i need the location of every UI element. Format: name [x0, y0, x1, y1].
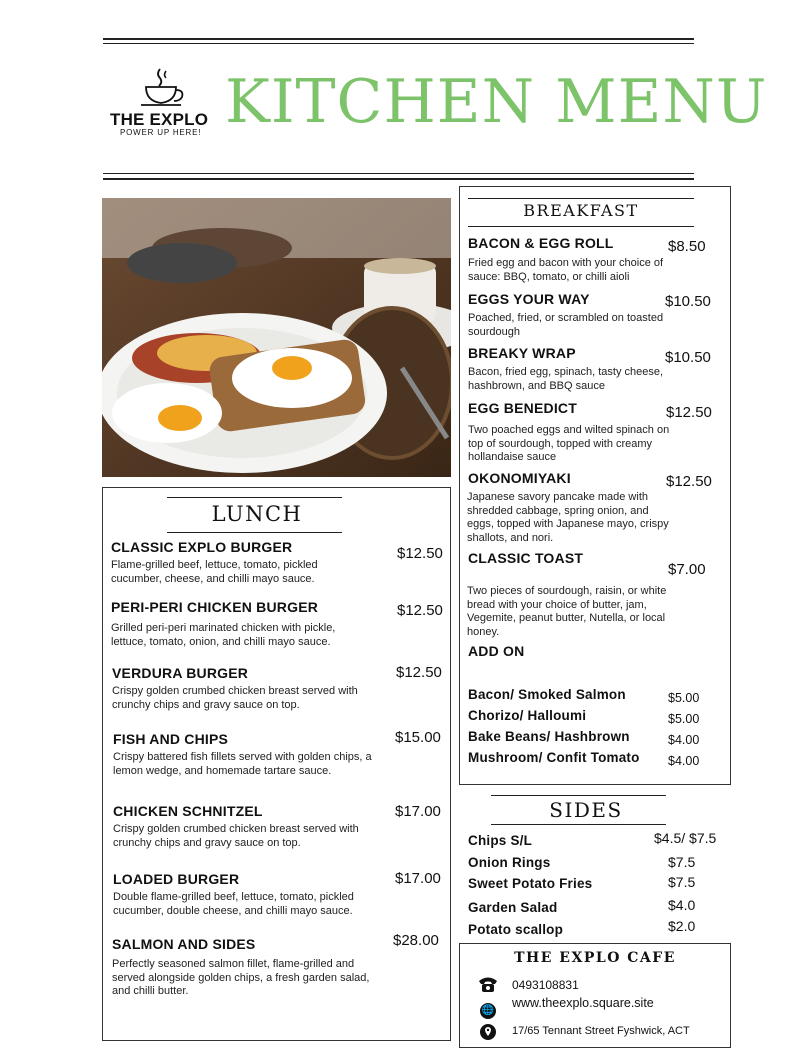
- lunch-item-price: $12.50: [397, 545, 443, 562]
- addon-item-price: $5.00: [668, 712, 700, 726]
- sides-item-price: $4.0: [668, 897, 696, 913]
- breakfast-item-price: $7.00: [668, 561, 706, 578]
- lunch-item-price: $17.00: [395, 870, 441, 887]
- location-pin-icon: [480, 1024, 496, 1040]
- sides-item-price: $7.5: [668, 854, 696, 870]
- header-bottom-rule-1: [103, 173, 694, 174]
- logo-tagline: POWER UP HERE!: [120, 128, 202, 137]
- addon-item-name: Chorizo/ Halloumi: [468, 708, 587, 723]
- breakfast-rule-bottom: [468, 226, 694, 227]
- cafe-phone[interactable]: 0493108831: [512, 978, 579, 992]
- breakfast-item-desc: Bacon, fried egg, spinach, tasty cheese, hashbrown, and BBQ sauce: [468, 366, 664, 392]
- lunch-item-price: $12.50: [396, 664, 442, 681]
- addon-heading: ADD ON: [468, 643, 525, 659]
- lunch-item-name: FISH AND CHIPS: [113, 731, 229, 747]
- sides-item-price: $7.5: [668, 874, 696, 890]
- lunch-item-desc: Perfectly seasoned salmon fillet, flame-grilled and served alongside golden chips, a fresh garden salad, and chilli butter.: [112, 958, 370, 997]
- addon-item-name: Bacon/ Smoked Salmon: [468, 687, 626, 702]
- lunch-item-desc: Flame-grilled beef, lettuce, tomato, pickled cucumber, cheese, and chilli mayo sauce.: [111, 559, 318, 585]
- lunch-item-desc: Crispy golden crumbed chicken breast served with crunchy chips and gravy sauce on top.: [112, 685, 358, 711]
- lunch-rule-bottom: [167, 532, 342, 533]
- sides-item-name: Chips S/L: [468, 833, 533, 848]
- breakfast-rule-top: [468, 198, 694, 199]
- phone-icon: [477, 975, 499, 993]
- addon-item-price: $4.00: [668, 733, 700, 747]
- breakfast-item-price: $12.50: [666, 404, 712, 421]
- lunch-item-name: PERI-PERI CHICKEN BURGER: [111, 599, 319, 615]
- cafe-heading: THE EXPLO CAFE: [514, 950, 676, 966]
- lunch-item-price: $15.00: [395, 729, 441, 746]
- lunch-item-price: $12.50: [397, 602, 443, 619]
- breakfast-item-desc: Two pieces of sourdough, raisin, or white bread with your choice of butter, jam, Vegemite, peanut butter, Nutella, or local honey.: [467, 585, 667, 638]
- globe-icon: 🌐: [480, 1003, 496, 1019]
- sides-item-price: $4.5/ $7.5: [654, 830, 717, 846]
- breakfast-item-name: EGGS YOUR WAY: [468, 291, 590, 307]
- breakfast-item-name: BACON & EGG ROLL: [468, 235, 614, 251]
- breakfast-item-desc: Japanese savory pancake made with shredded cabbage, spring onion, and eggs, topped with Japanese mayo, crispy shallots, and nori.: [467, 491, 669, 544]
- sides-item-name: Potato scallop: [468, 922, 564, 937]
- lunch-item-price: $17.00: [395, 803, 441, 820]
- sides-item-name: Onion Rings: [468, 855, 551, 870]
- addon-item-price: $5.00: [668, 691, 700, 705]
- sides-rule-top: [491, 795, 666, 796]
- lunch-item-name: SALMON AND SIDES: [112, 936, 256, 952]
- lunch-item-name: VERDURA BURGER: [112, 665, 249, 681]
- addon-item-name: Bake Beans/ Hashbrown: [468, 729, 630, 744]
- breakfast-item-name: CLASSIC TOAST: [468, 550, 584, 566]
- addon-item-price: $4.00: [668, 754, 700, 768]
- sides-heading: SIDES: [549, 798, 623, 822]
- header-top-rule-1: [103, 38, 694, 40]
- breakfast-item-name: BREAKY WRAP: [468, 345, 576, 361]
- coffee-cup-icon: [138, 67, 188, 111]
- sides-item-price: $2.0: [668, 918, 696, 934]
- lunch-rule-top: [167, 497, 342, 498]
- breakfast-photo: [102, 198, 451, 477]
- lunch-item-desc: Grilled peri-peri marinated chicken with pickle, lettuce, tomato, onion, and chilli mayo sauce.: [111, 622, 336, 648]
- breakfast-heading: BREAKFAST: [523, 201, 639, 220]
- lunch-item-name: CHICKEN SCHNITZEL: [113, 803, 263, 819]
- breakfast-item-desc: Two poached eggs and wilted spinach on top of sourdough, topped with creamy hollandaise sauce: [468, 424, 670, 463]
- lunch-item-name: CLASSIC EXPLO BURGER: [111, 539, 293, 555]
- logo-name: THE EXPLO: [110, 110, 209, 129]
- breakfast-item-price: $10.50: [665, 349, 711, 366]
- lunch-item-price: $28.00: [393, 932, 439, 949]
- lunch-item-desc: Crispy battered fish fillets served with golden chips, a lemon wedge, and homemade tartare sauce.: [113, 751, 372, 777]
- page-title: KITCHEN MENU: [225, 67, 768, 137]
- breakfast-item-name: OKONOMIYAKI: [468, 470, 571, 486]
- cafe-website[interactable]: www.theexplo.square.site: [512, 996, 654, 1010]
- sides-rule-bottom: [491, 824, 666, 825]
- lunch-item-desc: Double flame-grilled beef, lettuce, tomato, pickled cucumber, double cheese, and chilli mayo sauce.: [113, 891, 354, 917]
- header-top-rule-2: [103, 43, 694, 44]
- lunch-item-desc: Crispy golden crumbed chicken breast served with crunchy chips and gravy sauce on top.: [113, 823, 359, 849]
- breakfast-item-price: $12.50: [666, 473, 712, 490]
- breakfast-item-name: EGG BENEDICT: [468, 400, 577, 416]
- breakfast-item-price: $8.50: [668, 238, 706, 255]
- breakfast-item-desc: Fried egg and bacon with your choice of sauce: BBQ, tomato, or chilli aioli: [468, 257, 664, 283]
- header-bottom-rule-2: [103, 178, 694, 180]
- breakfast-item-desc: Poached, fried, or scrambled on toasted sourdough: [468, 312, 664, 338]
- cafe-address: 17/65 Tennant Street Fyshwick, ACT: [512, 1025, 690, 1037]
- lunch-item-name: LOADED BURGER: [113, 871, 240, 887]
- sides-item-name: Sweet Potato Fries: [468, 876, 593, 891]
- breakfast-item-price: $10.50: [665, 293, 711, 310]
- sides-item-name: Garden Salad: [468, 900, 558, 915]
- lunch-heading: LUNCH: [211, 502, 303, 526]
- addon-item-name: Mushroom/ Confit Tomato: [468, 750, 640, 765]
